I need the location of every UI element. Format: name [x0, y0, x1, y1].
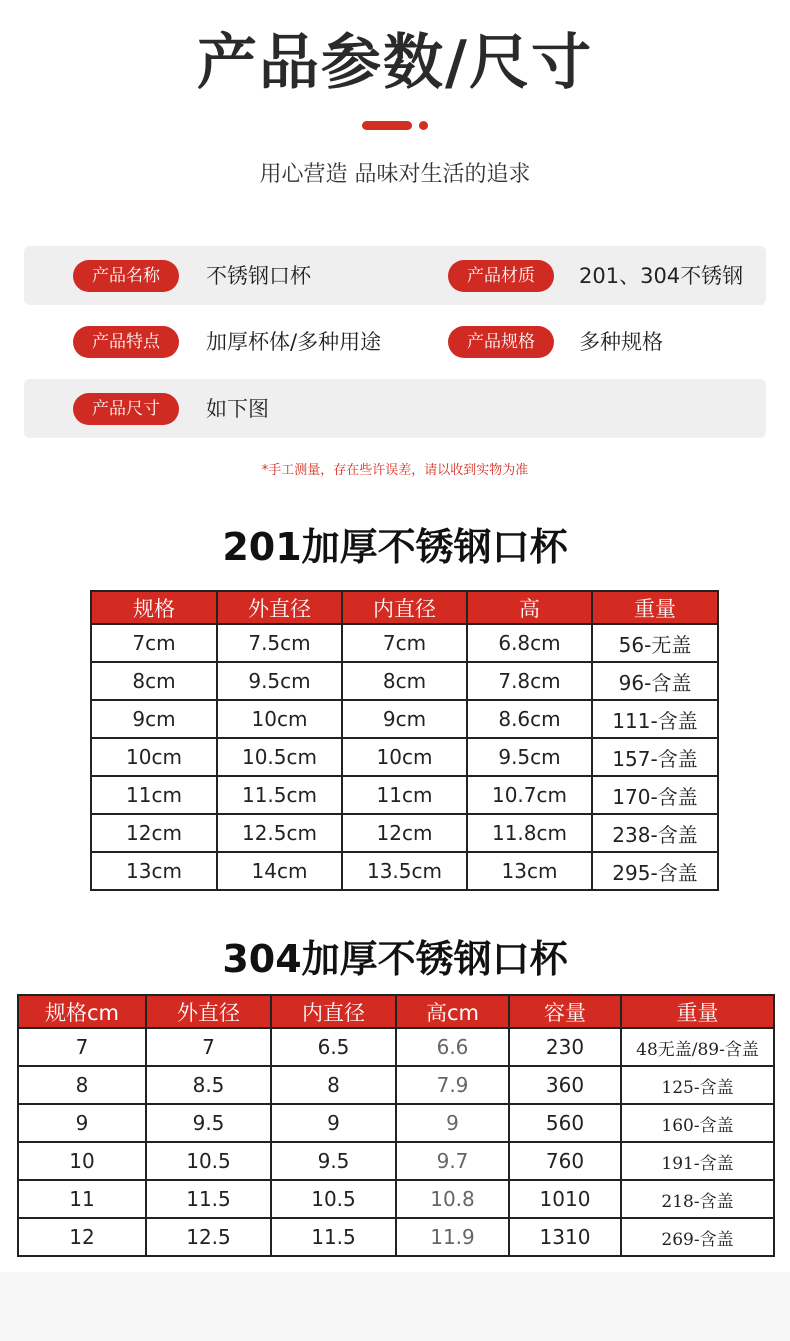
table-cell: 13cm [91, 852, 217, 890]
table-cell: 10cm [91, 738, 217, 776]
table-row [91, 738, 718, 776]
table-cell: 10.5 [271, 1180, 396, 1218]
table-304-title: 304加厚不锈钢口杯 [222, 937, 568, 981]
table-cell: 11.9 [396, 1218, 509, 1256]
table-cell: 360 [509, 1066, 621, 1104]
table-cell: 7 [18, 1028, 146, 1066]
table-cell: 11.8cm [467, 814, 592, 852]
table-row [91, 814, 718, 852]
title-underline-dot [419, 121, 428, 130]
table-cell: 1010 [509, 1180, 621, 1218]
table-201-title: 201加厚不锈钢口杯 [222, 525, 568, 569]
table-row [18, 1142, 774, 1180]
table-cell: 7cm [91, 624, 217, 662]
page-subtitle: 用心营造 品味对生活的追求 [259, 162, 531, 187]
table-cell: 8 [18, 1066, 146, 1104]
table-cell: 14cm [217, 852, 342, 890]
table-cell: 9cm [342, 700, 467, 738]
table-cell: 1310 [509, 1218, 621, 1256]
table-cell: 9 [18, 1104, 146, 1142]
page-title: 产品参数/尺寸 [197, 28, 593, 98]
header-cell-inner-diameter: 内直径 [271, 995, 396, 1028]
table-cell: 11.5 [271, 1218, 396, 1256]
table-cell: 238-含盖 [592, 814, 718, 852]
header-cell-spec: 规格cm [18, 995, 146, 1028]
value-product-size: 如下图 [206, 397, 269, 421]
table-cell: 11cm [91, 776, 217, 814]
table-cell: 8.6cm [467, 700, 592, 738]
table-cell: 10 [18, 1142, 146, 1180]
table-cell: 11cm [342, 776, 467, 814]
bottom-background-band [0, 1272, 790, 1341]
table-cell: 9.5 [146, 1104, 271, 1142]
table-cell: 6.5 [271, 1028, 396, 1066]
table-cell: 6.6 [396, 1028, 509, 1066]
table-cell: 230 [509, 1028, 621, 1066]
table-cell: 7.9 [396, 1066, 509, 1104]
table-cell: 11.5 [146, 1180, 271, 1218]
title-underline-bar [362, 121, 412, 130]
value-product-spec: 多种规格 [579, 330, 663, 354]
table-cell: 9.5cm [217, 662, 342, 700]
table-cell: 191-含盖 [621, 1142, 774, 1180]
table-cell: 56-无盖 [592, 624, 718, 662]
table-201 [90, 590, 719, 891]
header-cell-capacity: 容量 [509, 995, 621, 1028]
table-cell: 10cm [342, 738, 467, 776]
table-cell: 157-含盖 [592, 738, 718, 776]
table-cell: 8cm [91, 662, 217, 700]
value-product-feature: 加厚杯体/多种用途 [206, 330, 382, 354]
table-row [18, 1180, 774, 1218]
measurement-note: *手工测量，存在些许误差，请以收到实物为准 [261, 463, 529, 478]
table-row [18, 1104, 774, 1142]
table-cell: 11 [18, 1180, 146, 1218]
table-cell: 760 [509, 1142, 621, 1180]
table-cell: 9 [271, 1104, 396, 1142]
table-header-row [91, 591, 718, 624]
table-cell: 269-含盖 [621, 1218, 774, 1256]
table-cell: 10.8 [396, 1180, 509, 1218]
table-cell: 10.7cm [467, 776, 592, 814]
table-cell: 12.5cm [217, 814, 342, 852]
table-cell: 12 [18, 1218, 146, 1256]
header-cell-height: 高 [467, 591, 592, 624]
label-product-name: 产品名称 [73, 260, 179, 292]
table-cell: 11.5cm [217, 776, 342, 814]
table-row [91, 852, 718, 890]
table-cell: 7 [146, 1028, 271, 1066]
table-row [91, 776, 718, 814]
header-cell-weight: 重量 [621, 995, 774, 1028]
table-cell: 9 [396, 1104, 509, 1142]
table-cell: 170-含盖 [592, 776, 718, 814]
header-cell-inner-diameter: 内直径 [342, 591, 467, 624]
table-cell: 8cm [342, 662, 467, 700]
table-cell: 7.5cm [217, 624, 342, 662]
table-cell: 7cm [342, 624, 467, 662]
header-cell-outer-diameter: 外直径 [146, 995, 271, 1028]
table-cell: 295-含盖 [592, 852, 718, 890]
table-row [18, 1066, 774, 1104]
table-cell: 96-含盖 [592, 662, 718, 700]
header-cell-weight: 重量 [592, 591, 718, 624]
table-cell: 10cm [217, 700, 342, 738]
header-cell-height: 高cm [396, 995, 509, 1028]
label-product-spec: 产品规格 [448, 326, 554, 358]
table-cell: 13.5cm [342, 852, 467, 890]
table-cell: 12cm [91, 814, 217, 852]
table-row [18, 1218, 774, 1256]
table-cell: 48无盖/89-含盖 [621, 1028, 774, 1066]
table-cell: 9.7 [396, 1142, 509, 1180]
table-cell: 10.5cm [217, 738, 342, 776]
table-cell: 12cm [342, 814, 467, 852]
table-cell: 6.8cm [467, 624, 592, 662]
table-cell: 8 [271, 1066, 396, 1104]
table-cell: 125-含盖 [621, 1066, 774, 1104]
table-cell: 12.5 [146, 1218, 271, 1256]
table-cell: 9cm [91, 700, 217, 738]
table-cell: 560 [509, 1104, 621, 1142]
table-cell: 111-含盖 [592, 700, 718, 738]
table-row [91, 624, 718, 662]
table-cell: 9.5cm [467, 738, 592, 776]
value-product-name: 不锈钢口杯 [206, 264, 311, 288]
value-product-material: 201、304不锈钢 [579, 264, 744, 288]
label-product-material: 产品材质 [448, 260, 554, 292]
label-product-size: 产品尺寸 [73, 393, 179, 425]
table-cell: 13cm [467, 852, 592, 890]
table-cell: 160-含盖 [621, 1104, 774, 1142]
table-cell: 7.8cm [467, 662, 592, 700]
label-product-feature: 产品特点 [73, 326, 179, 358]
header-cell-outer-diameter: 外直径 [217, 591, 342, 624]
header-cell-spec: 规格 [91, 591, 217, 624]
table-row [18, 1028, 774, 1066]
table-cell: 9.5 [271, 1142, 396, 1180]
table-cell: 10.5 [146, 1142, 271, 1180]
table-cell: 218-含盖 [621, 1180, 774, 1218]
table-row [91, 662, 718, 700]
table-row [91, 700, 718, 738]
table-header-row [18, 995, 774, 1028]
table-304 [17, 994, 775, 1257]
table-cell: 8.5 [146, 1066, 271, 1104]
